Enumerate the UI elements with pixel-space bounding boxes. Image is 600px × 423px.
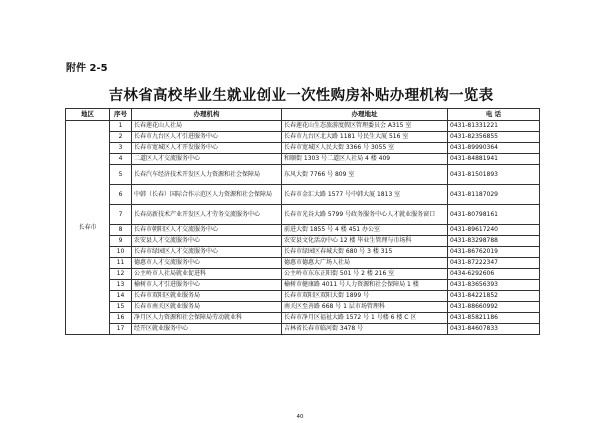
table-row: [66, 185, 540, 205]
row-number-cell: 10: [110, 247, 132, 258]
area-cell: 长春市: [66, 121, 110, 335]
table-row: [66, 313, 540, 324]
row-number-cell: 3: [110, 143, 132, 154]
phone-cell: 0431-83298788: [448, 236, 540, 247]
row-number-cell: 12: [110, 269, 132, 280]
organization-cell: 二道区人才交流服务中心: [132, 154, 282, 165]
row-number-cell: 6: [110, 185, 132, 205]
table-row: [66, 269, 540, 280]
table-row: [66, 205, 540, 225]
organization-cell: 长春市九台区人才引进服务中心: [132, 132, 282, 143]
address-cell: 吉林省长春市临河街 3478 号: [282, 324, 448, 335]
address-cell: 长春市绿园区春城大街 680 号 3 楼 315: [282, 247, 448, 258]
phone-cell: 0431-85821186: [448, 313, 540, 324]
organization-cell: 经开区就业服务中心: [132, 324, 282, 335]
row-number-cell: 11: [110, 258, 132, 269]
table-header: [66, 109, 540, 121]
phone-cell: 0431-84881941: [448, 154, 540, 165]
organization-cell: 长春市朝阳区人才交流服务中心: [132, 225, 282, 236]
address-cell: 长春市金汇大路 1577 号中韩大厦 1813 室: [282, 185, 448, 205]
phone-cell: 0431-88660992: [448, 302, 540, 313]
header-number: 序号: [110, 109, 132, 121]
organization-cell: 长春市绿园区人才交流服务中心: [132, 247, 282, 258]
row-number-cell: 2: [110, 132, 132, 143]
address-cell: 公主岭市东东正阳街 501 号 2 楼 216 室: [282, 269, 448, 280]
phone-cell: 0431-83656393: [448, 280, 540, 291]
organization-cell: 德惠市人才交流服务中心: [132, 258, 282, 269]
address-cell: 东风大街 7766 号 809 室: [282, 165, 448, 185]
phone-cell: 0431-87222347: [448, 258, 540, 269]
phone-cell: 0431-81331221: [448, 121, 540, 132]
organization-cell: 长春汽车经济技术开发区人力资源和社会保障局: [132, 165, 282, 185]
header-phone: 电 话: [448, 109, 540, 121]
row-number-cell: 15: [110, 302, 132, 313]
table-row: [66, 132, 540, 143]
organization-cell: 长春莲花山人社局: [132, 121, 282, 132]
table-row: [66, 302, 540, 313]
address-cell: 和顺街 1303 号二道区人社局 4 楼 409: [282, 154, 448, 165]
address-cell: 德惠市德惠大广场人社局: [282, 258, 448, 269]
header-area: 地区: [66, 109, 110, 121]
attachment-label: 附件 2-5: [66, 63, 108, 74]
address-cell: 长春莲花山生态旅游度假区管理委员会 A315 室: [282, 121, 448, 132]
row-number-cell: 7: [110, 205, 132, 225]
table-body: [66, 121, 540, 335]
phone-cell: 0431-81501893: [448, 165, 540, 185]
organization-cell: 榆树市人才引进服务中心: [132, 280, 282, 291]
organization-cell: 中韩（长春）国际合作示范区人力资源和社会保障局: [132, 185, 282, 205]
address-cell: 长春市双阳区双阳大街 1899 号: [282, 291, 448, 302]
phone-cell: 0431-89990364: [448, 143, 540, 154]
address-cell: 农安县文化活动中心 12 楼 毕业生管理与市场科: [282, 236, 448, 247]
institution-table: [65, 108, 540, 335]
phone-cell: 0431-84221852: [448, 291, 540, 302]
table-row: [66, 291, 540, 302]
address-cell: 榆树市健康路 4011 号人力资源和社会保障局 1 楼: [282, 280, 448, 291]
table-row: [66, 165, 540, 185]
table-row: [66, 324, 540, 335]
address-cell: 前进大街 1855 号 4 楼 451 办公室: [282, 225, 448, 236]
organization-cell: 长春高新技术产业开发区人才劳务交流服务中心: [132, 205, 282, 225]
page-number: 40: [296, 414, 304, 420]
phone-cell: 0434-6292606: [448, 269, 540, 280]
phone-cell: 0431-86762019: [448, 247, 540, 258]
header-organization: 办理机构: [132, 109, 282, 121]
row-number-cell: 8: [110, 225, 132, 236]
phone-cell: 0431-82356855: [448, 132, 540, 143]
address-cell: 长春市净月区福祉大路 1572 号 1 号楼 6 楼 C 区: [282, 313, 448, 324]
address-cell: 南关区至善路 668 号 1 层市场管理科: [282, 302, 448, 313]
table-row: [66, 154, 540, 165]
address-cell: 长春市宽城区人民大街 3366 号 3055 室: [282, 143, 448, 154]
page-title: 吉林省高校毕业生就业创业一次性购房补贴办理机构一览表: [108, 88, 494, 104]
table-row: [66, 258, 540, 269]
organization-cell: 长春市南关区就业服务局: [132, 302, 282, 313]
row-number-cell: 5: [110, 165, 132, 185]
address-cell: 长春市光谷大路 5799 号政务服务中心人才就业服务窗口: [282, 205, 448, 225]
organization-cell: 公主岭市人社局就业促进科: [132, 269, 282, 280]
organization-cell: 农安县人才交流服务中心: [132, 236, 282, 247]
phone-cell: 0431-80798161: [448, 205, 540, 225]
row-number-cell: 1: [110, 121, 132, 132]
row-number-cell: 4: [110, 154, 132, 165]
table-row: [66, 143, 540, 154]
row-number-cell: 13: [110, 280, 132, 291]
header-address: 办理地址: [282, 109, 448, 121]
address-cell: 长春市九台区北大路 1181 号民生大厦 516 室: [282, 132, 448, 143]
organization-cell: 长春市宽城区人才开发服务中心: [132, 143, 282, 154]
phone-cell: 0431-81187029: [448, 185, 540, 205]
table-row: [66, 280, 540, 291]
table-row: [66, 247, 540, 258]
table-row: [66, 121, 540, 132]
phone-cell: 0431-84607833: [448, 324, 540, 335]
row-number-cell: 14: [110, 291, 132, 302]
row-number-cell: 9: [110, 236, 132, 247]
organization-cell: 长春市双阳区就业服务局: [132, 291, 282, 302]
row-number-cell: 16: [110, 313, 132, 324]
organization-cell: 净月区人力资源和社会保障局劳动就业科: [132, 313, 282, 324]
row-number-cell: 17: [110, 324, 132, 335]
table-row: [66, 225, 540, 236]
table-row: [66, 236, 540, 247]
phone-cell: 0431-89617240: [448, 225, 540, 236]
